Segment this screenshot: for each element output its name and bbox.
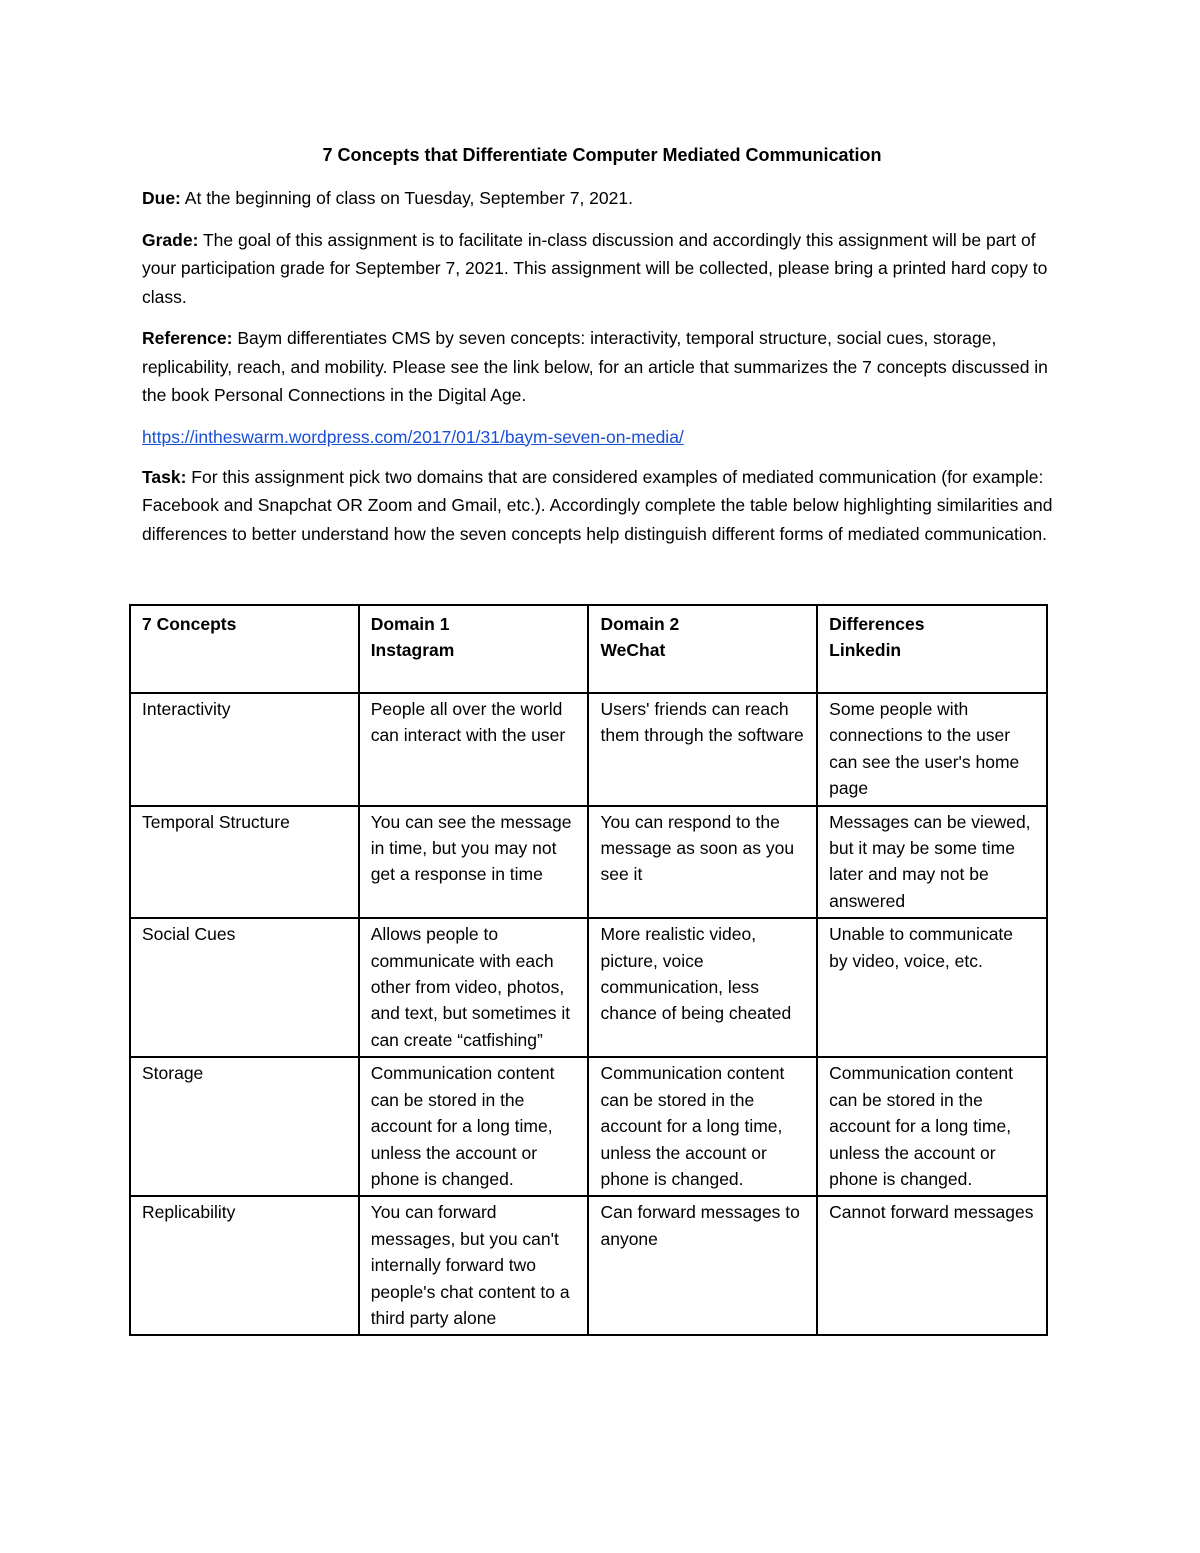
header-line2: Linkedin [829, 640, 902, 661]
reference-paragraph [142, 324, 1062, 410]
header-line1: Differences [829, 614, 925, 634]
header-cell-concepts [130, 605, 359, 693]
due-text: At the beginning of class on Tuesday, September 7, 2021. [184, 188, 633, 208]
header-line2: WeChat [600, 640, 666, 661]
header-line1: Domain 2 [600, 614, 680, 634]
header-line1: 7 Concepts [142, 614, 237, 634]
table-header-row [130, 605, 1047, 693]
differences-cell: Some people with connections to the user can see the user's home page [817, 693, 1047, 806]
due-paragraph [142, 184, 1062, 213]
concept-cell: Interactivity [130, 693, 359, 806]
task-paragraph [142, 463, 1062, 549]
reference-text: Baym differentiates CMS by seven concepts: interactivity, temporal structure, social cues, storage, replicability, reach, and mobility. Please see the link below, for an article that summarizes the 7 concepts discussed in the book Personal Connections in the Digital Age. [142, 328, 1048, 405]
article-link[interactable]: https://intheswarm.wordpress.com/2017/01/31/baym-seven-on-media/ [142, 426, 684, 447]
differences-cell: Cannot forward messages [817, 1196, 1047, 1335]
domain1-cell: You can see the message in time, but you may not get a response in time [359, 806, 589, 919]
concept-cell: Storage [130, 1057, 359, 1196]
concept-cell: Replicability [130, 1196, 359, 1335]
grade-label: Grade: [142, 229, 199, 250]
header-line2: Instagram [370, 640, 455, 661]
due-label: Due: [142, 188, 181, 208]
reference-label: Reference: [142, 328, 233, 348]
page-title: 7 Concepts that Differentiate Computer Mediated Communication [322, 145, 882, 165]
table-row [130, 1196, 1047, 1335]
domain1-cell: Communication content can be stored in the account for a long time, unless the account or phone is changed. [359, 1057, 589, 1196]
grade-text: The goal of this assignment is to facilitate in-class discussion and accordingly this assignment will be part of your participation grade for September 7, 2021. This assignment will be collected, please bring a printed hard copy to class. [142, 229, 1048, 307]
header-cell-domain1 [359, 605, 589, 693]
domain2-cell: Communication content can be stored in the account for a long time, unless the account or phone is changed. [588, 1057, 817, 1196]
table-row [130, 1057, 1047, 1196]
concepts-table [129, 604, 1048, 1336]
table-row [130, 806, 1047, 919]
domain1-cell: Allows people to communicate with each other from video, photos, and text, but sometimes it can create “catfishing” [359, 918, 589, 1057]
concept-cell: Social Cues [130, 918, 359, 1057]
differences-cell: Unable to communicate by video, voice, etc. [817, 918, 1047, 1057]
task-text: For this assignment pick two domains that are considered examples of mediated communication (for example: Facebook and Snapchat OR Zoom and Gmail, etc.). Accordingly complete the table below highlighting similarities and differences to better understand how the seven concepts help distinguish different forms of mediated communication. [142, 466, 1053, 544]
header-cell-domain2 [588, 605, 817, 693]
differences-cell: Messages can be viewed, but it may be some time later and may not be answered [817, 806, 1047, 919]
task-label: Task: [142, 466, 187, 487]
table-row [130, 918, 1047, 1057]
domain2-cell: Can forward messages to anyone [588, 1196, 817, 1335]
table-row [130, 693, 1047, 806]
document-page [142, 140, 1062, 561]
differences-cell: Communication content can be stored in the account for a long time, unless the account or phone is changed. [817, 1057, 1047, 1196]
domain2-cell: Users' friends can reach them through the software [588, 693, 817, 806]
domain1-cell: People all over the world can interact with the user [359, 693, 589, 806]
header-line1: Domain 1 [370, 614, 450, 634]
header-cell-differences [817, 605, 1047, 693]
grade-paragraph [142, 226, 1062, 312]
domain1-cell: You can forward messages, but you can't internally forward two people's chat content to a third party alone [359, 1196, 589, 1335]
domain2-cell: You can respond to the message as soon as you see it [588, 806, 817, 919]
domain2-cell: More realistic video, picture, voice communication, less chance of being cheated [588, 918, 817, 1057]
concept-cell: Temporal Structure [130, 806, 359, 919]
